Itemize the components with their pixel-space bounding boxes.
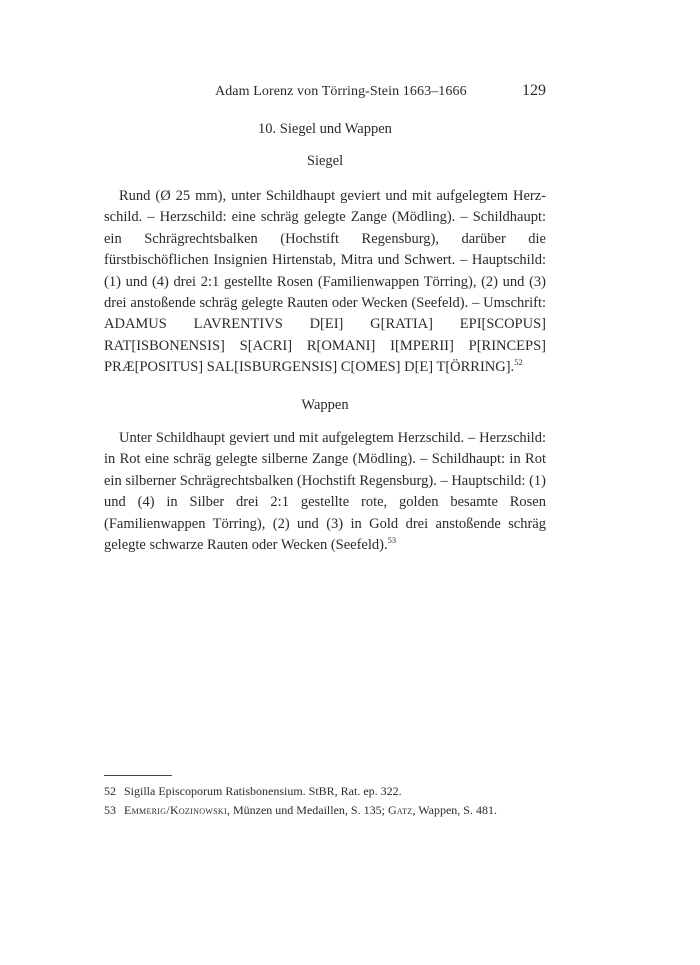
footnote-52 — [104, 782, 546, 801]
running-title: Adam Lorenz von Törring-Stein 1663–1666 — [215, 84, 467, 99]
footnote-author: Emmerig/Kozinowski — [124, 803, 227, 817]
wappen-heading: Wappen — [301, 397, 349, 413]
running-head — [104, 84, 546, 104]
footnote-53 — [104, 801, 546, 820]
footnote-ref-53[interactable]: 53 — [387, 535, 397, 546]
wappen-text: Unter Schildhaupt geviert und mit aufgelegtem Herzschild. – Herzschild: in Rot eine schräg gelegte silberne Zange (Mödling). – Schildhaupt: in Rot ein silberner Schrägrechtsbalken (Hochstift Regensburg). – Hauptschild: (1) und (4) in Silber drei 2:1 gestellte rote, golden besamte Rosen (Familienwappen Törring), (2) und (3) in Gold drei anstoßende schräg gelegte schwarze Rauten oder Wecken (Seefeld). — [104, 430, 546, 554]
page-number: 129 — [522, 82, 546, 99]
siegel-paragraph — [104, 186, 546, 379]
siegel-text: Rund (Ø 25 mm), unter Schildhaupt geviert und mit aufgelegtem Herzschild. – Herzschild: eine schräg gelegte Zange (Mödling). – Schildhaupt: ein Schrägrechtsbalken (Hochstift Regensburg), darüber die fürstbischöflichen Insignien Hirtenstab, Mitra und Schwert. – Hauptschild: (1) und (4) drei 2:1 gestellte Rosen (Familienwappen Törring), (2) und (3) drei anstoßende schräg gelegte Rauten oder Wecken (Seefeld). – Umschrift: ADAMUS LAVRENTIVS D[EI] G[RATIA] EPI[SCOPUS] RAT[ISBONENSIS] S[ACRI] R[OMANI] I[MPERII] P[RINCEPS] PRÆ[POSITUS] SAL[ISBURGENSIS] C[OMES] D[E] T[ÖRRING]. — [104, 188, 546, 376]
footnote-author: Gatz — [387, 803, 413, 817]
footnote-divider — [104, 775, 172, 776]
footnote-number: 53 — [104, 803, 116, 817]
footnotes — [104, 782, 546, 820]
footnote-text: Sigilla Episcoporum Ratisbonensium. StBR, Rat. ep. 322. — [124, 784, 402, 798]
section-title: 10. Siegel und Wappen — [258, 121, 392, 137]
footnote-number: 52 — [104, 784, 116, 798]
footnote-ref-52[interactable]: 52 — [514, 357, 523, 368]
siegel-heading: Siegel — [306, 153, 344, 169]
footnote-text: , Wappen, S. 481. — [412, 803, 497, 817]
wappen-paragraph — [104, 428, 546, 556]
footnote-text: , Münzen und Medaillen, S. 135; — [226, 803, 388, 817]
